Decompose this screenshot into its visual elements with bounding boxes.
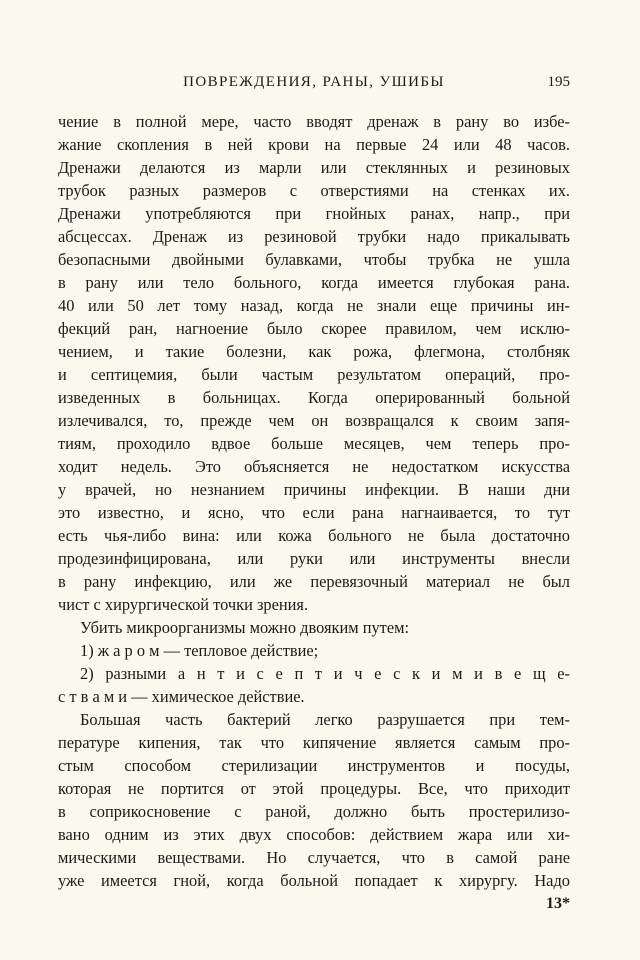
text-line: есть чья-либо вина: или кожа больного не была достаточно [58, 526, 570, 545]
text-line: в рану или тело больного, когда имеется глубокая рана. [58, 273, 570, 292]
running-title: ПОВРЕЖДЕНИЯ, РАНЫ, УШИБЫ [183, 74, 445, 90]
running-header [58, 74, 570, 96]
text-line: в соприкосновение с раной, должно быть простерилизо- [58, 802, 570, 821]
text-line: Дренажи делаются из марли или стеклянных и резиновых [58, 158, 570, 177]
text-line: Дренажи употребляются при гнойных ранах, напр., при [58, 204, 570, 223]
text-line: стым способом стерилизации инструментов и посуды, [58, 756, 570, 775]
text-line: излечивался, то, прежде чем он возвращался к своим запя- [58, 411, 570, 430]
signature-mark: 13* [546, 895, 570, 912]
text-line: у врачей, но незнанием причины инфекции. В наши дни [58, 480, 570, 499]
text-line: Большая часть бактерий легко разрушается при тем- [80, 710, 570, 729]
text-line: 40 или 50 лет тому назад, когда не знали еще причины ин- [58, 296, 570, 315]
text-line: это известно, и ясно, что если рана нагнаивается, то тут [58, 503, 570, 522]
list-item-antiseptic: 2) разными а н т и с е п т и ч е с к и м и в е щ е- [80, 664, 570, 683]
text-line: Убить микроорганизмы можно двояким путем: [80, 618, 410, 637]
text-line: жание скопления в ней крови на первые 24 или 48 часов. [58, 135, 570, 154]
text-line: мическими веществами. Но случается, что в самой ране [58, 848, 570, 867]
text-line: с т в а м и — химическое действие. [58, 687, 305, 706]
text-line: безопасными двойными булавками, чтобы трубка не ушла [58, 250, 570, 269]
text-line: уже имеется гной, когда больной попадает к хирургу. Надо [58, 871, 570, 890]
text-line: ходит недель. Это объясняется не недостатком искусства [58, 457, 570, 476]
text-line: вано одним из этих двух способов: действием жара или хи- [58, 825, 570, 844]
text-line: трубок разных размеров с отверстиями на стенках их. [58, 181, 570, 200]
text-line: тиям, проходило вдвое больше месяцев, чем теперь про- [58, 434, 570, 453]
text-line: пературе кипения, так что кипячение является самым про- [58, 733, 570, 752]
text-line: продезинфицирована, или руки или инструменты внесли [58, 549, 570, 568]
body-text [58, 110, 570, 892]
page-number: 195 [547, 74, 570, 90]
text-line: в рану инфекцию, или же перевязочный материал не был [58, 572, 570, 591]
text-line: фекций ран, нагноение было скорее правилом, чем исклю- [58, 319, 570, 338]
text-line: и септицемия, были частым результатом операций, про- [58, 365, 570, 384]
text-line: чист с хирургической точки зрения. [58, 595, 309, 614]
list-item-heat: 1) ж а р о м — тепловое действие; [80, 641, 319, 660]
text-line: чение в полной мере, часто вводят дренаж в рану во избе- [58, 112, 570, 131]
text-line: изведенных в больницах. Когда оперированный больной [58, 388, 570, 407]
text-line: абсцессах. Дренаж из резиновой трубки надо прикалывать [58, 227, 570, 246]
text-line: чением, и такие болезни, как рожа, флегмона, столбняк [58, 342, 570, 361]
text-line: которая не портится от этой процедуры. Все, что приходит [58, 779, 570, 798]
